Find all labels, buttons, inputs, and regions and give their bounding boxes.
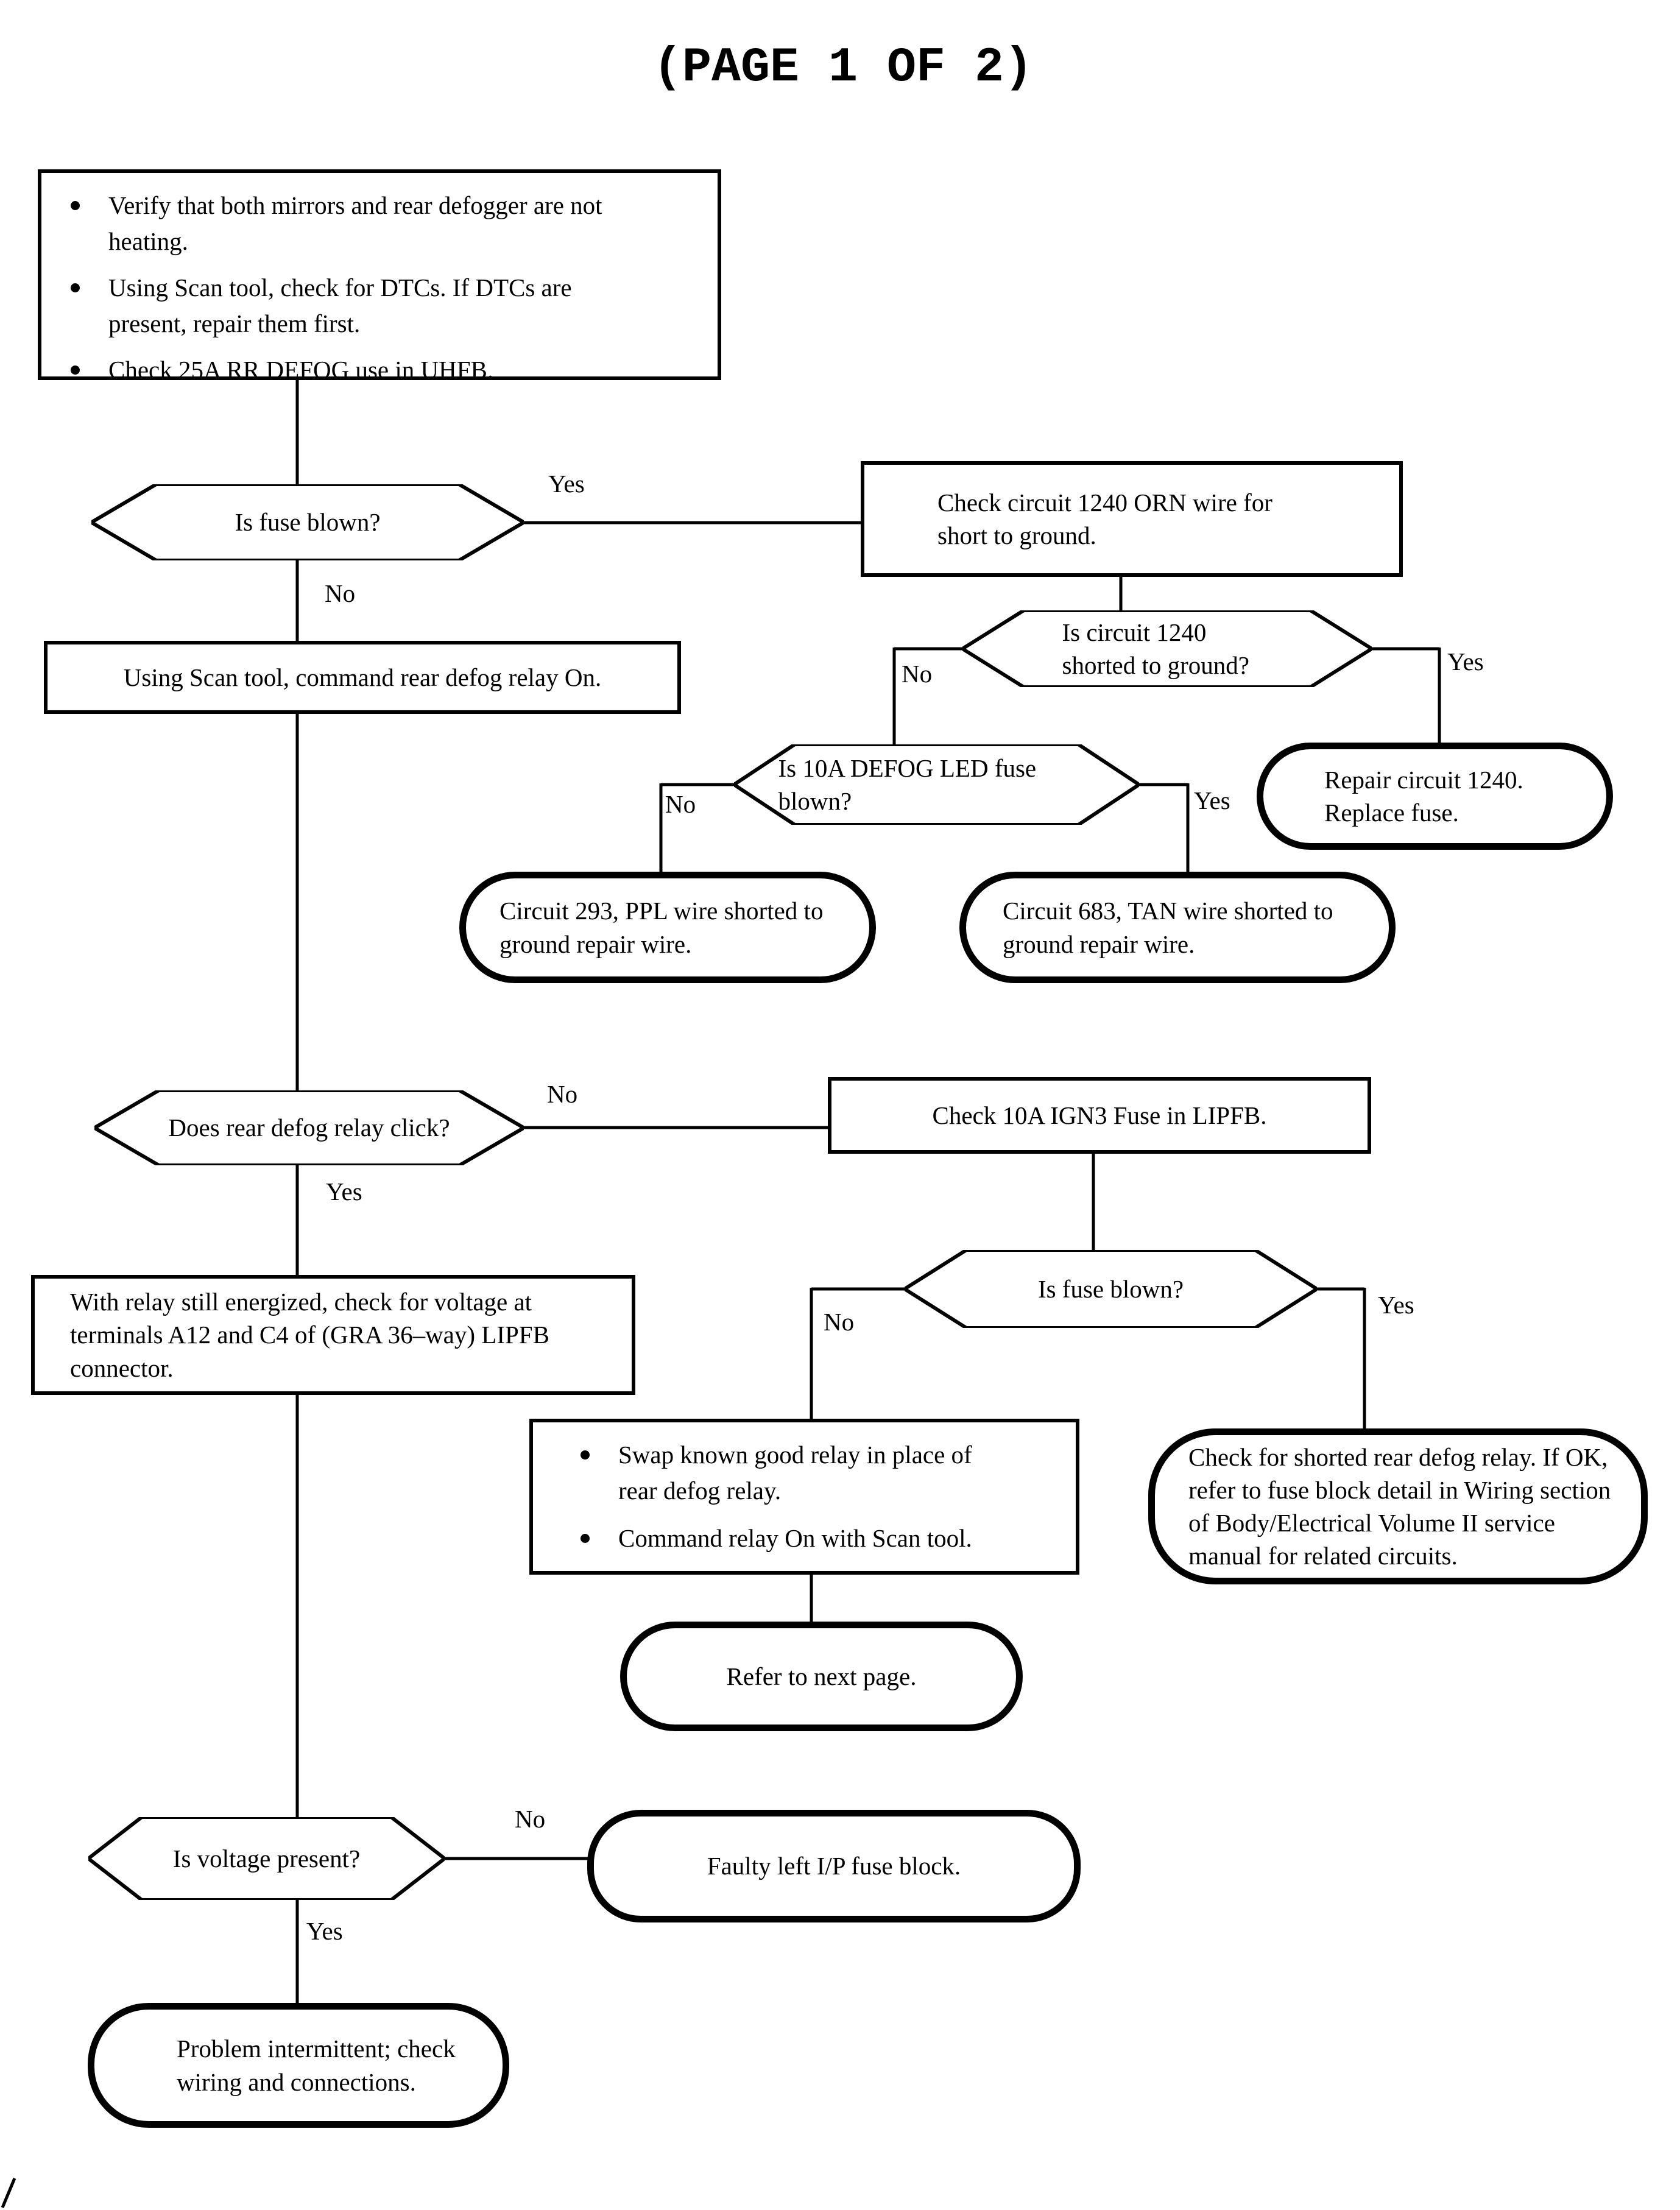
terminal-circuit-683 [959, 872, 1396, 983]
node-command-relay-on [44, 641, 681, 714]
edge-label-yes: Yes [1194, 786, 1230, 814]
node-label: Check circuit 1240 ORN wire for short to ground. [937, 488, 1272, 549]
terminal-label: Circuit 293, PPL wire shorted to ground repair wire. [499, 897, 824, 958]
node-with-relay-energized [31, 1275, 635, 1395]
node-swap-relay [529, 1419, 1079, 1575]
edge-label-no: No [902, 660, 933, 688]
edge-label-yes: Yes [1447, 648, 1484, 676]
list-item: Using Scan tool, check for DTCs. If DTCs are present, repair them first. [108, 270, 699, 342]
decision-label: Is voltage present? [172, 1844, 361, 1873]
edge-label-no: No [824, 1308, 855, 1336]
list-item: Command relay On with Scan tool. [618, 1520, 1076, 1556]
list-item: Swap known good relay in place of rear defog relay. [618, 1437, 1076, 1509]
node-preliminary-checks [38, 169, 721, 384]
terminal-circuit-293 [459, 872, 876, 983]
edge-label-yes: Yes [306, 1917, 343, 1945]
decision-fuse-blown-1 [91, 484, 524, 560]
edge-label-yes: Yes [548, 470, 585, 498]
decision-label: Does rear defog relay click? [168, 1114, 450, 1142]
terminal-label: Refer to next page. [726, 1662, 917, 1690]
terminal-label: Repair circuit 1240. Replace fuse. [1324, 765, 1523, 827]
decision-label: Is fuse blown? [1037, 1274, 1184, 1303]
decision-voltage-present [88, 1817, 445, 1900]
decision-label: Is circuit 1240 shorted to ground? [1062, 618, 1249, 679]
decision-fuse-blown-2 [905, 1250, 1317, 1328]
terminal-repair-circuit-1240 [1257, 743, 1613, 850]
decision-label: Is fuse blown? [235, 508, 381, 537]
terminal-label: Check for shorted rear defog relay. If OK, refer to fuse block detail in Wiring section of Body/Electrical Volume II service manual for related circuits. [1188, 1442, 1611, 1570]
node-label: Using Scan tool, command rear defog relay On. [123, 663, 602, 691]
edge-label-no: No [325, 579, 356, 607]
edge-label-yes: Yes [326, 1177, 362, 1206]
edge-label-no: No [547, 1080, 578, 1108]
node-check-ign3-fuse [828, 1077, 1371, 1154]
node-label: With relay still energized, check for voltage at terminals A12 and C4 of (GRA 36–way) LIPFB connector. [70, 1288, 549, 1382]
list-item: Verify that both mirrors and rear defogger are not heating. [108, 188, 699, 260]
decision-defog-led-fuse-blown [734, 744, 1139, 825]
terminal-check-shorted-relay [1148, 1428, 1648, 1584]
list-item: Check 25A RR DEFOG use in UHFB. [108, 352, 699, 388]
edge-label-no: No [665, 790, 696, 818]
terminal-label: Problem intermittent; check wiring and connections. [177, 2035, 456, 2096]
terminal-refer-next-page [620, 1622, 1023, 1731]
terminal-label: Circuit 683, TAN wire shorted to ground repair wire. [1003, 897, 1333, 958]
node-check-circuit-1240 [861, 461, 1403, 577]
decision-relay-click [94, 1090, 524, 1165]
terminal-problem-intermittent [88, 2003, 509, 2128]
decision-circuit-1240-shorted [962, 610, 1372, 687]
swap-relay-list [618, 1437, 1076, 1556]
terminal-faulty-fuse-block [587, 1810, 1081, 1922]
node-label: Check 10A IGN3 Fuse in LIPFB. [932, 1101, 1267, 1129]
decision-label: Is 10A DEFOG LED fuse blown? [778, 754, 1037, 815]
edge-label-yes: Yes [1378, 1291, 1414, 1319]
edge-label-no: No [515, 1805, 546, 1833]
terminal-label: Faulty left I/P fuse block. [707, 1852, 961, 1880]
page-title: (PAGE 1 OF 2) [652, 40, 1034, 96]
preliminary-checks-list [108, 188, 699, 388]
